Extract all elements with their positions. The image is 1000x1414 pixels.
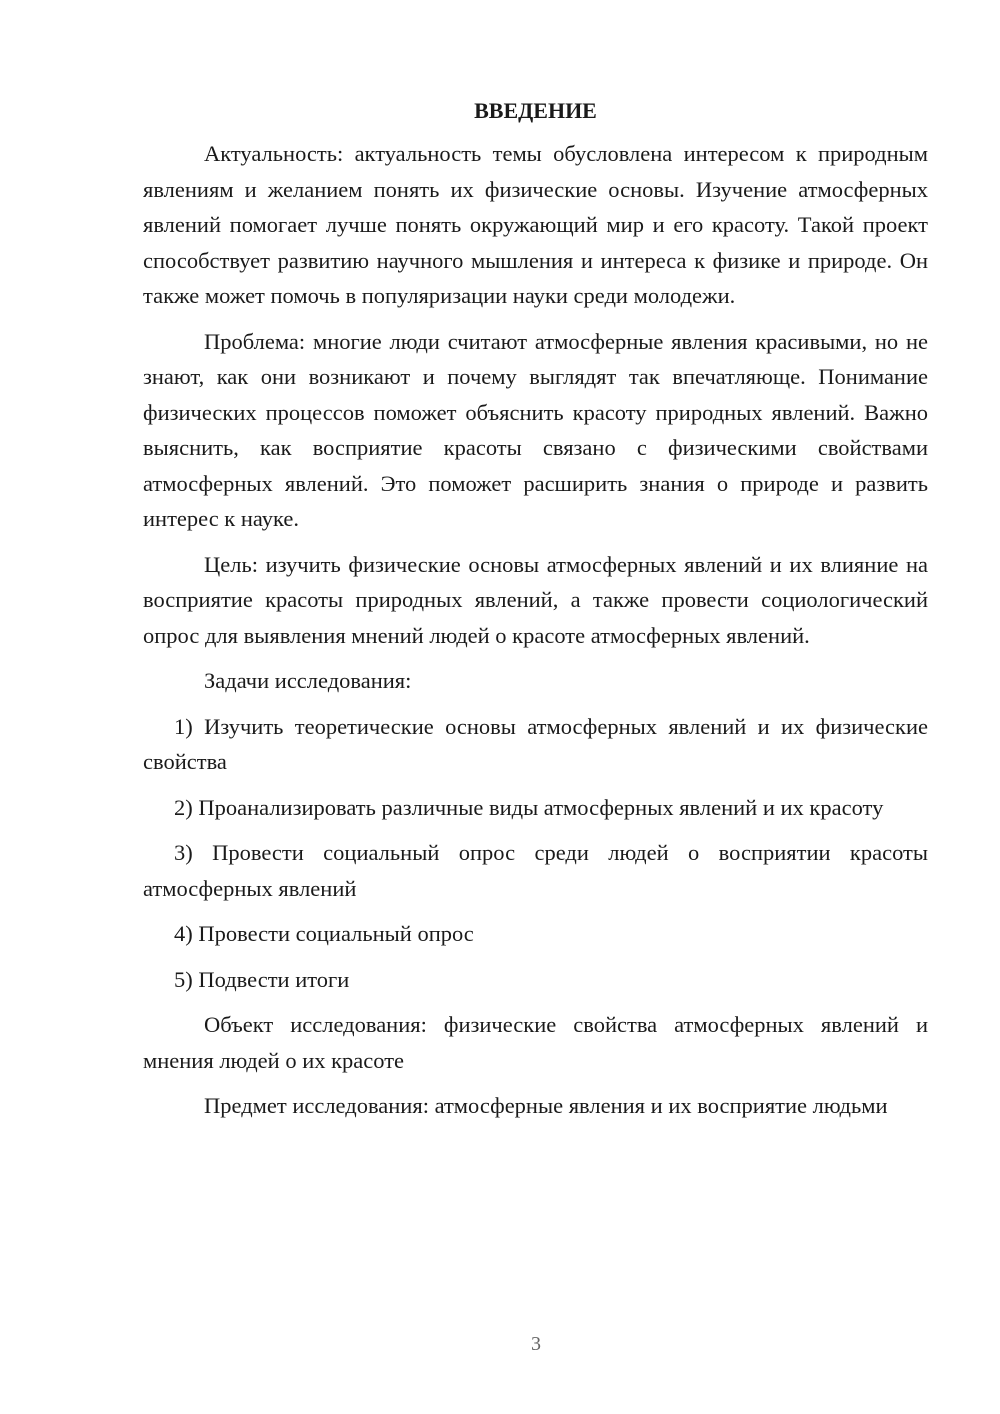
task-item-3: 3) Провести социальный опрос среди людей о восприятии красоты атмосферных явлений	[143, 840, 928, 901]
paragraph-goal: Цель: изучить физические основы атмосферных явлений и их влияние на восприятие красоты природных явлений, а также провести социологический опрос для выявления мнений людей о красоте атмосферных явлений.	[143, 551, 928, 648]
task-item-4: 4) Провести социальный опрос	[174, 921, 474, 946]
section-title: ВВЕДЕНИЕ	[474, 98, 597, 123]
task-item-1: 1) Изучить теоретические основы атмосферных явлений и их физические свойства	[143, 713, 928, 774]
tasks-heading: Задачи исследования:	[204, 668, 412, 693]
task-item-2: 2) Проанализировать различные виды атмосферных явлений и их красоту	[174, 794, 884, 820]
paragraph-relevance: Актуальность: актуальность темы обусловлена интересом к природным явлениям и желанием понять их физические основы. Изучение атмосферных явлений помогает лучше понять окружающий мир и его красоту. Такой проект способствует развитию научного мышления и интереса к физике и природе. Он также может помочь в популяризации науки среди молодежи.	[143, 141, 928, 308]
task-item-5: 5) Подвести итоги	[174, 966, 350, 992]
page-number: 3	[531, 1333, 541, 1355]
document-body	[143, 96, 928, 1134]
paragraph-object: Объект исследования: физические свойства атмосферных явлений и мнения людей о их красоте	[143, 1012, 928, 1073]
paragraph-problem: Проблема: многие люди считают атмосферные явления красивыми, но не знают, как они возникают и почему выглядят так впечатляюще. Понимание физических процессов поможет объяснить красоту природных явлений. Важно выяснить, как восприятие красоты связано с физическими свойствами атмосферных явлений. Это поможет расширить знания о природе и развить интерес к науке.	[143, 328, 928, 531]
paragraph-subject: Предмет исследования: атмосферные явления и их восприятие людьми	[204, 1093, 888, 1118]
